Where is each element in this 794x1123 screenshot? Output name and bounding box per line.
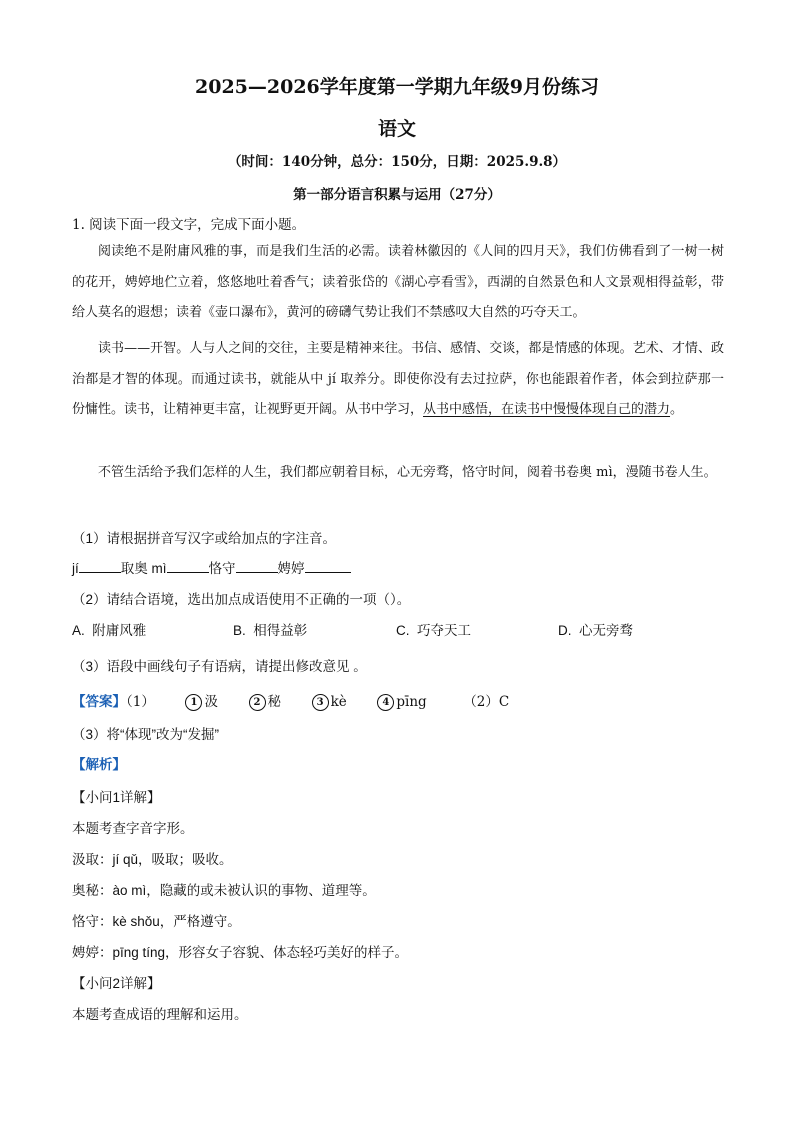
answer-part-2: （2）C — [463, 694, 510, 710]
subquestion-3: （3）语段中画线句子有语病，请提出修改意见 。 — [72, 659, 367, 674]
option-c[interactable]: C. 巧夺天工 — [396, 623, 472, 638]
subquestion-2: （2）请结合语境，选出加点成语使用不正确的一项（）。 — [72, 592, 411, 607]
answer-part-3: （3）将“体现”改为“发掘” — [72, 727, 219, 742]
circled-number-2: 2 — [249, 694, 266, 711]
analysis-line-4: 恪守：kè shǒu，严格遵守。 — [72, 914, 241, 929]
analysis-line-6: 本题考查成语的理解和运用。 — [72, 1007, 248, 1022]
option-b[interactable]: B. 相得益彰 — [233, 623, 308, 638]
answer-item-2: 秘 — [267, 694, 282, 710]
answer-blank-3[interactable] — [236, 558, 278, 573]
passage-paragraph-3: 不管生活给予我们怎样的人生，我们都应朝着目标，心无旁骛，恪守时间，阅着书卷奥 mì，漫随书卷人生。 — [98, 465, 717, 480]
word-pingting: 娉婷 — [277, 561, 305, 576]
exam-title: 2025—2026学年度第一学期九年级9月份练习 — [195, 76, 599, 98]
passage-paragraph-2 — [72, 334, 724, 426]
subquestion-2-detail-heading: 【小问2详解】 — [72, 976, 161, 991]
passage-paragraph-1: 阅读绝不是附庸风雅的事，而是我们生活的必需。读着林徽因的《人间的四月天》，我们仿佛看到了一树一树的花开，娉婷地伫立着，悠悠地吐着香气；读着张岱的《湖心亭看雪》，西湖的自然景色和人文景观相得益彰，带给人莫名的遐想；读着《壶口瀑布》，黄河的磅礴气势让我们不禁感叹大自然的巧夺天工。 — [72, 244, 724, 320]
circled-number-1: 1 — [185, 694, 202, 711]
answer-blank-2[interactable] — [167, 558, 209, 573]
option-a[interactable]: A. 附庸风雅 — [72, 623, 147, 638]
answer-part-1: （1） — [126, 694, 155, 710]
answer-blank-4[interactable] — [305, 558, 351, 573]
subject-title: 语文 — [377, 118, 416, 140]
pinyin-qu-aomi: 取奥 mì — [120, 561, 167, 576]
paragraph-2-text: 读书——开智。人与人之间的交往，主要是精神来往。书信、感情、交谈，都是情感的体现。艺术、才情、政治都是才智的体现。而通过读书，就能从中 jí 取养分。即使你没有去过拉萨，你也能跟着作者，体会到拉萨那一份慵性。读书，让精神更丰富，让视野更开阔。从书中学习， — [72, 341, 724, 417]
analysis-line-5: 娉婷：pīng tíng，形容女子容貌、体态轻巧美好的样子。 — [72, 945, 409, 960]
analysis-label: 【解析】 — [72, 757, 126, 772]
answer-item-3: kè — [330, 694, 347, 710]
underlined-sentence: 从书中感悟，在读书中慢慢体现自己的潜力 — [423, 402, 671, 417]
analysis-line-3: 奥秘：ào mì，隐藏的或未被认识的事物、道理等。 — [72, 883, 376, 898]
subquestion-1: （1）请根据拼音写汉字或给加点的字注音。 — [72, 531, 337, 546]
section-heading: 第一部分语言积累与运用（27分） — [293, 187, 501, 203]
exam-meta: （时间：140分钟，总分：150分，日期：2025.9.8） — [227, 154, 567, 170]
answer-line — [72, 690, 509, 711]
answer-item-4: pīng — [396, 694, 427, 710]
analysis-line-1: 本题考查字音字形。 — [72, 821, 194, 836]
pinyin-ji: jí — [72, 561, 79, 576]
fill-blank-line — [72, 557, 351, 577]
answer-item-1: 汲 — [204, 694, 218, 710]
analysis-line-2: 汲取：jí qǔ，吸取；吸收。 — [72, 852, 233, 867]
circled-number-4: 4 — [377, 694, 394, 711]
answer-label: 【答案】 — [72, 694, 126, 710]
answer-blank-1[interactable] — [79, 558, 121, 573]
circled-number-3: 3 — [312, 694, 329, 711]
paragraph-2-end: 。 — [670, 402, 684, 417]
subquestion-1-detail-heading: 【小问1详解】 — [72, 790, 161, 805]
option-d[interactable]: D. 心无旁骛 — [558, 623, 634, 638]
question-intro: 1. 阅读下面一段文字，完成下面小题。 — [72, 217, 306, 233]
word-keshou: 恪守 — [208, 561, 236, 576]
